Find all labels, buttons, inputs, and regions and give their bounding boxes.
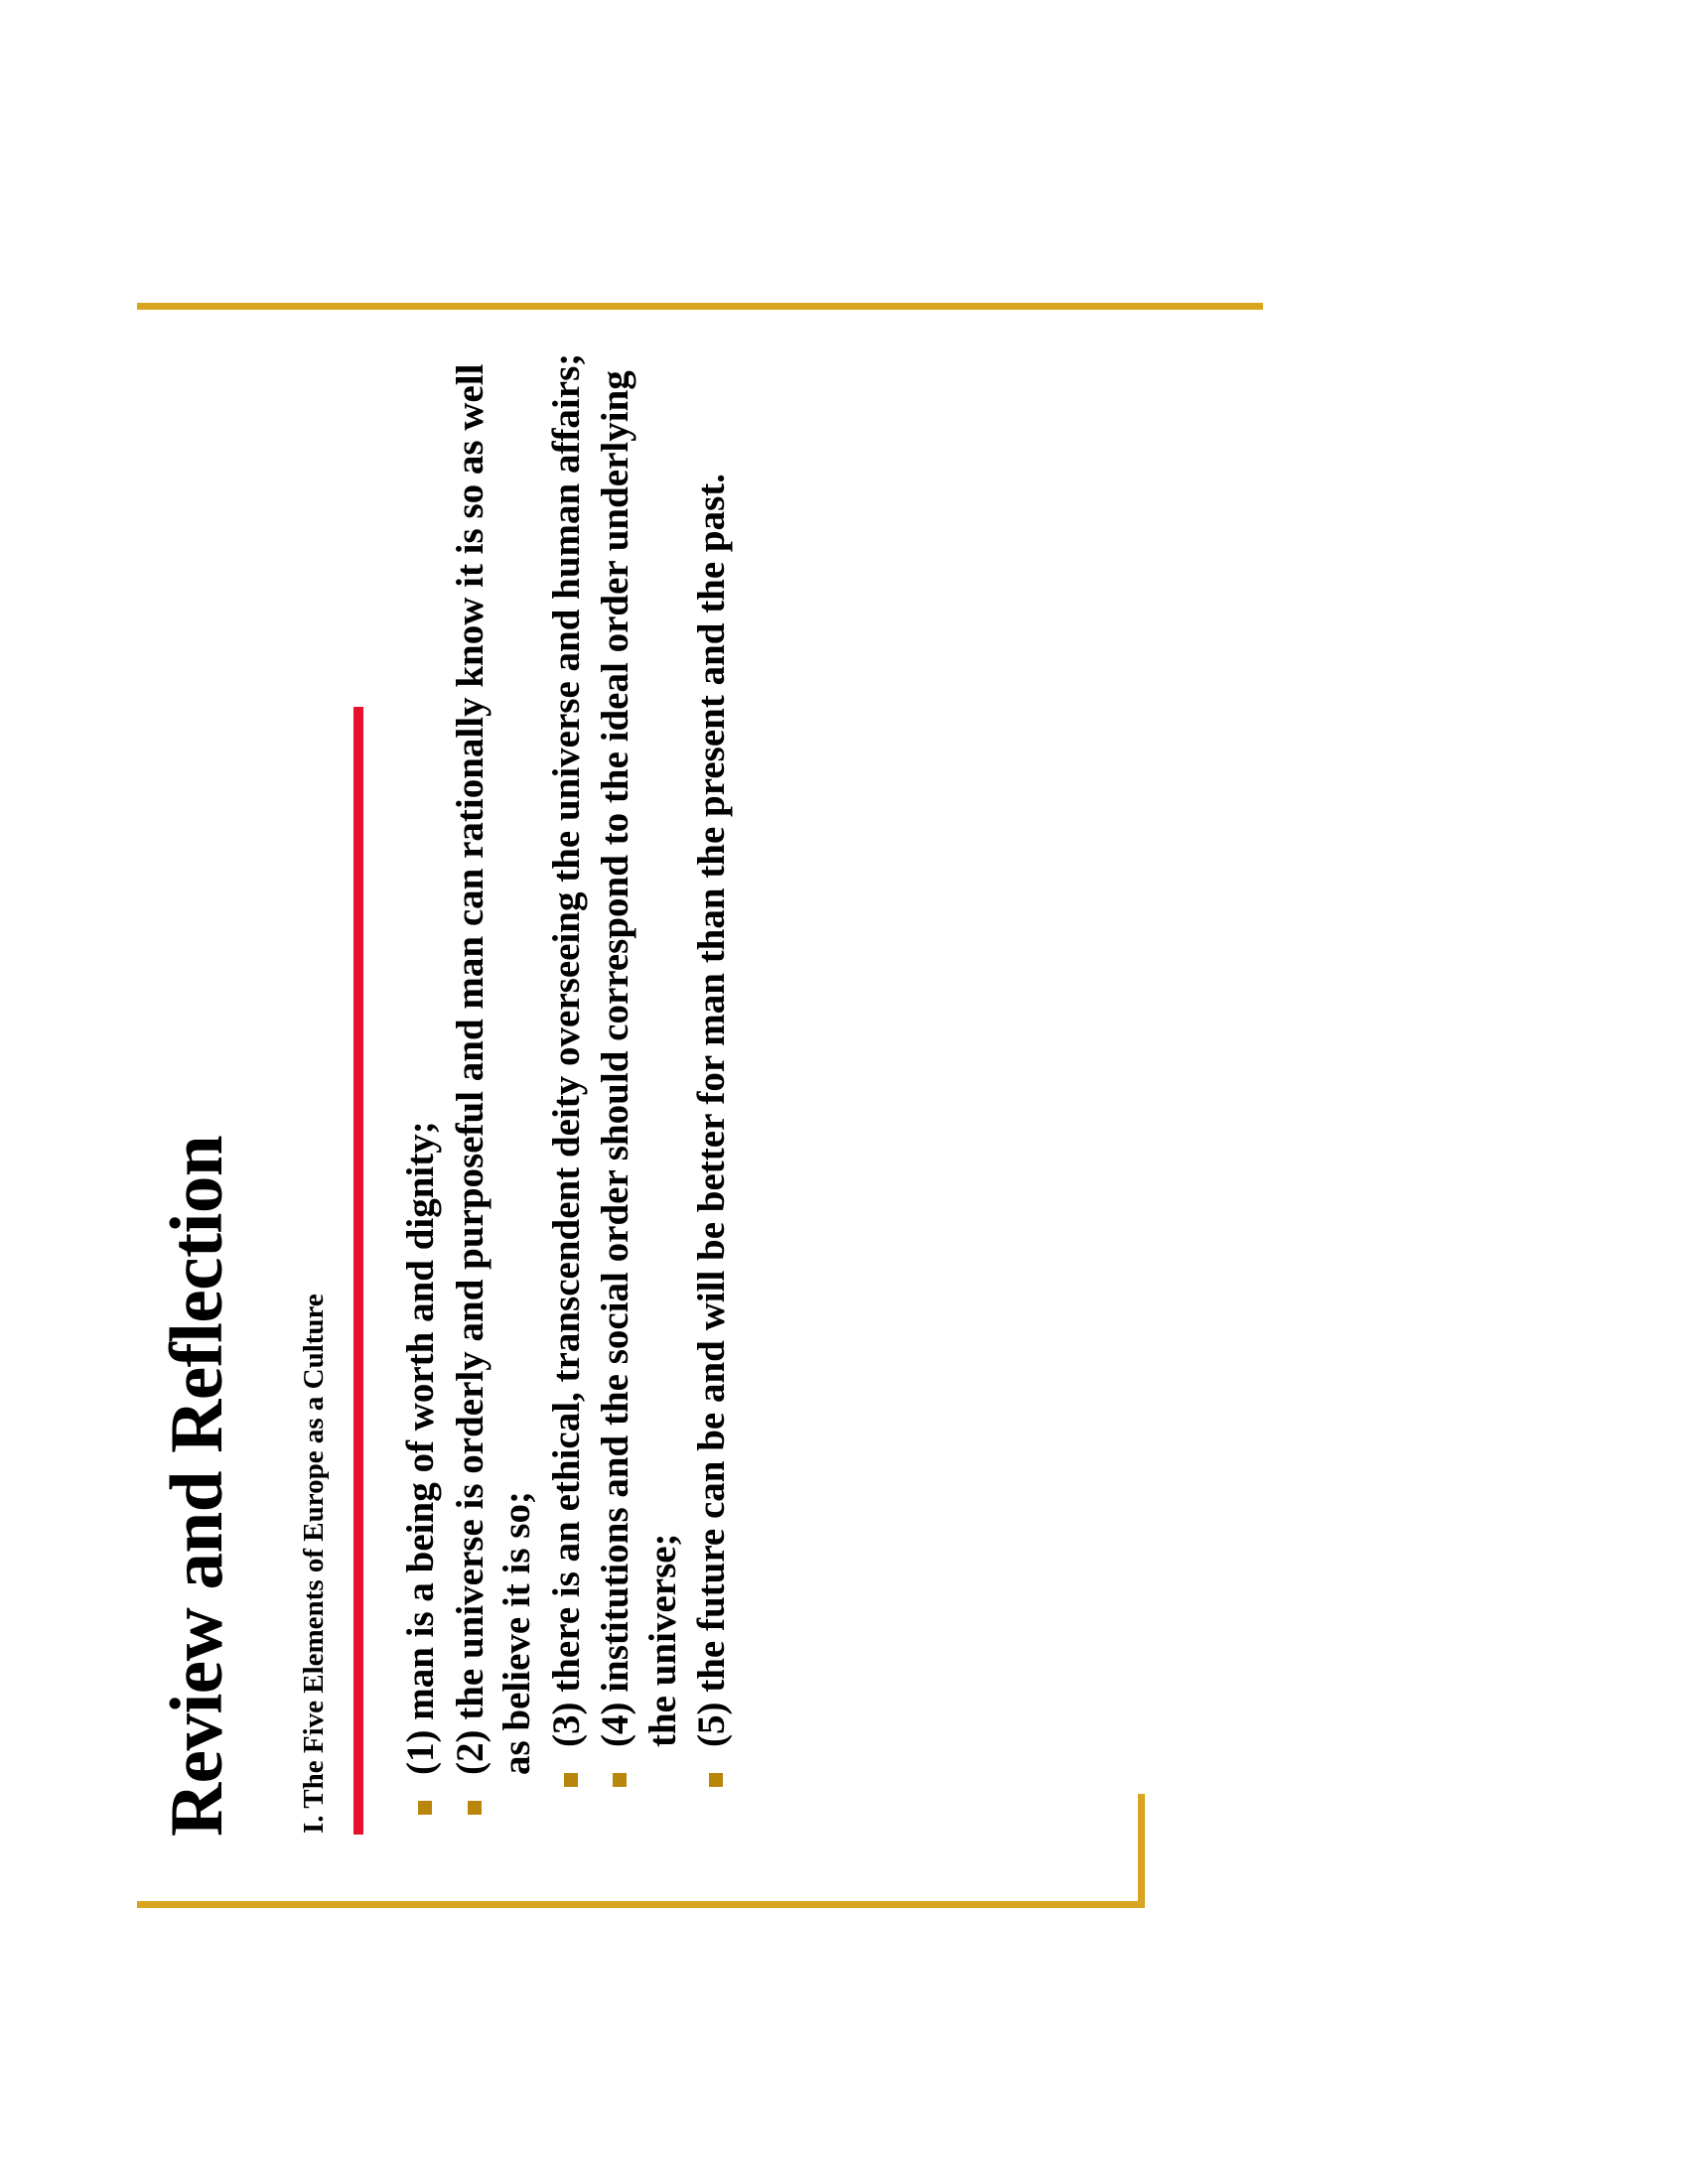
square-bullet-icon: [418, 1801, 432, 1815]
list-item-label: (4) institutions and the social order should correspond to the ideal order underlying the universe;: [594, 370, 684, 1747]
square-bullet-icon: [468, 1801, 482, 1815]
square-bullet-icon: [709, 1773, 723, 1787]
square-bullet-icon: [564, 1773, 578, 1787]
slide-canvas: [0, 218, 1291, 1985]
list-item-label: (5) the future can be and will be better for man than the present and the past.: [690, 473, 734, 1747]
list-item-label: (1) man is a being of worth and dignity;: [399, 1121, 442, 1775]
red-divider-rule: [353, 707, 363, 1835]
list-item: [688, 345, 736, 1835]
list-item: [592, 345, 686, 1835]
page-title: Review and Reflection: [156, 1135, 238, 1837]
gold-right-border: [137, 303, 1263, 310]
list-item: [397, 345, 445, 1835]
rotated-slide-container: [0, 218, 1291, 1985]
gold-corner-foot: [1138, 1794, 1145, 1908]
list-item-label: (2) the universe is orderly and purposeful and man can rationally know it is so as well as believe it is so;: [448, 363, 539, 1775]
slide-subtitle: I. The Five Elements of Europe as a Culture: [298, 1294, 330, 1834]
list-item: [543, 345, 591, 1835]
bullet-list: [397, 345, 738, 1835]
list-item-label: (3) there is an ethical, transcendent deity overseeing the universe and human affairs;: [544, 352, 588, 1747]
square-bullet-icon: [613, 1773, 627, 1787]
list-item: [447, 345, 541, 1835]
gold-left-border: [137, 1901, 1145, 1908]
